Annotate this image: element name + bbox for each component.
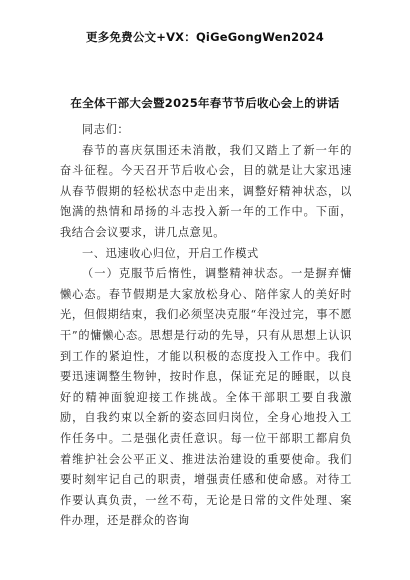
document-body (60, 118, 352, 532)
document-title: 在全体干部大会暨2025年春节节后收心会上的讲话 (70, 96, 340, 110)
section-heading-1: 一、迅速收心归位，开启工作模式 (82, 246, 259, 260)
paragraph-section-1: （一）克服节后惰性，调整精神状态。一是摒弃慵懒心态。春节假期是大家放松身心、陪伴家人的美好时光，但假期结束，我们必须坚决克服“年没过完，事不愿干”的慵懒心态。思想是行动的先导，只有从思想上认识到工作的紧迫性，才能以积极的态度投入工作中。我们要迅速调整生物钟，按时作息，保证充足的睡眠，以良好的精神面貌迎接工作挑战。全体干部职工要自我激励，自我约束以全新的姿态回归岗位，全身心地投入工作任务中。二是强化责任意识。每一位干部职工都肩负着维护社会公平正义、推进法治建设的重要使命。我们要时刻牢记自己的职责，增强责任感和使命感。对待工作要认真负责，一丝不苟，无论是日常的文件处理、案件办理，还是群众的咨询 (60, 267, 352, 528)
promo-header: 更多免费公文+VX：QiGeGongWen2024 (86, 30, 324, 44)
paragraph-intro: 春节的喜庆氛围还未消散，我们又踏上了新一年的奋斗征程。今天召开节后收心会，目的就是让大家迅速从春节假期的轻松状态中走出来，调整好精神状态，以饱满的热情和昂扬的斗志投入新一年的工作中。下面，我结合会议要求，讲几点意见。 (60, 143, 352, 239)
salutation: 同志们： (82, 123, 130, 136)
